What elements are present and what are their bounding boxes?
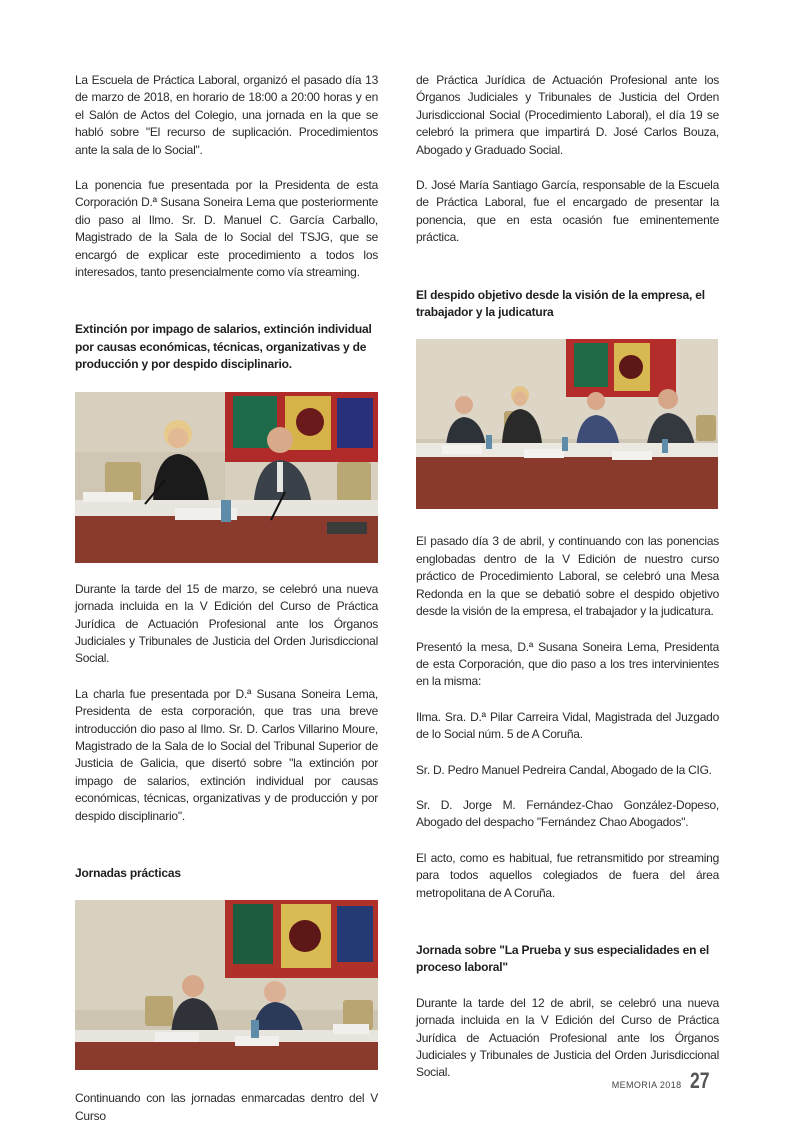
paragraph: Ilma. Sra. D.ª Pilar Carreira Vidal, Magistrada del Juzgado de lo Social núm. 5 de A Coruña.	[416, 709, 719, 742]
paragraph: La ponencia fue presentada por la Presidenta de esta Corporación D.ª Susana Soneira Lema que posteriormente dio paso al Ilmo. Sr. D. Manuel C. García Carballo, Magistrado de la Sala de lo Social del TSJG, que se encargó de explicar este procedimiento a todos los interesados, tanto presencialmente como vía streaming.	[75, 178, 378, 280]
page-number: 27	[689, 1068, 710, 1093]
right-column	[416, 72, 719, 1100]
photo-round-table	[416, 339, 718, 509]
paragraph: Durante la tarde del 15 de marzo, se celebró una nueva jornada incluida en la V Edición del Curso de Práctica Jurídica de Actuación Profesional ante los Órganos Judiciales y Tribunales de Justicia del Orden Jurisdiccional Social.	[75, 581, 378, 666]
section-heading: El despido objetivo desde la visión de la empresa, el trabajador y la judicatura	[416, 287, 705, 320]
paragraph: Sr. D. Pedro Manuel Pedreira Candal, Abogado de la CIG.	[416, 762, 712, 777]
photo-panel-two-speakers	[75, 392, 378, 563]
paragraph: El acto, como es habitual, fue retransmitido por streaming para todos aquellos colegiados de fuera del área metropolitana de A Coruña.	[416, 850, 719, 900]
paragraph: La Escuela de Práctica Laboral, organizó el pasado día 13 de marzo de 2018, en horario de 18:00 a 20:00 horas y en el Salón de Actos del Colegio, una jornada en la que se habló sobre "El recurso de suplicación. Procedimientos ante la sala de lo Social".	[75, 73, 378, 157]
paragraph: La charla fue presentada por D.ª Susana Soneira Lema, Presidenta de esta corporación, que tras una breve introducción dio paso al Ilmo. Sr. D. Carlos Villarino Moure, Magistrado de la Sala de lo Social del Tribunal Superior de Justicia de Galicia, que disertó sobre "la extinción por impago de salarios, extinción individual por causas económicas, técnicas, organizativas y de producción y por despido disciplinario".	[75, 686, 378, 823]
page-footer	[612, 1068, 714, 1094]
publication-label: MEMORIA 2018	[611, 1080, 682, 1090]
paragraph: D. José María Santiago García, responsable de la Escuela de Práctica Laboral, fue el encargado de presentar la ponencia, que en esta ocasión fue eminentemente práctica.	[416, 178, 719, 245]
paragraph: Continuando con las jornadas enmarcadas dentro del V Curso	[75, 1091, 378, 1123]
section-heading: Extinción por impago de salarios, extinción individual por causas económicas, técnicas, organizativas y de producción y por despido disciplinario.	[75, 322, 372, 372]
paragraph: Presentó la mesa, D.ª Susana Soneira Lema, Presidenta de esta Corporación, que dio paso a los tres intervinientes en la misma:	[416, 639, 719, 689]
paragraph: Sr. D. Jorge M. Fernández-Chao González-Dopeso, Abogado del despacho "Fernández Chao Abogados".	[416, 797, 719, 830]
section-heading: Jornada sobre "La Prueba y sus especialidades en el proceso laboral"	[416, 942, 709, 975]
paragraph: de Práctica Jurídica de Actuación Profesional ante los Órganos Judiciales y Tribunales de Justicia del Orden Jurisdiccional Social (Procedimiento Laboral), el día 19 se celebró la primera que impartirá D. José Carlos Bouza, Abogado y Graduado Social.	[416, 73, 719, 157]
left-column	[75, 72, 378, 1143]
photo-panel-jornadas-practicas	[75, 900, 378, 1070]
paragraph: El pasado día 3 de abril, y continuando con las ponencias englobadas dentro de la V Edición de nuestro curso práctico de Procedimiento Laboral, se celebró una Mesa Redonda en la que se debatió sobre el despido objetivo desde la visión de la empresa, el trabajador y la judicatura.	[416, 534, 719, 619]
paragraph: Durante la tarde del 12 de abril, se celebró una nueva jornada incluida en la V Edición del Curso de Práctica Jurídica de Actuación Profesional ante los Órganos Judiciales y Tribunales de Justicia del Orden Jurisdiccional Social.	[416, 995, 719, 1080]
section-heading: Jornadas prácticas	[75, 865, 181, 880]
